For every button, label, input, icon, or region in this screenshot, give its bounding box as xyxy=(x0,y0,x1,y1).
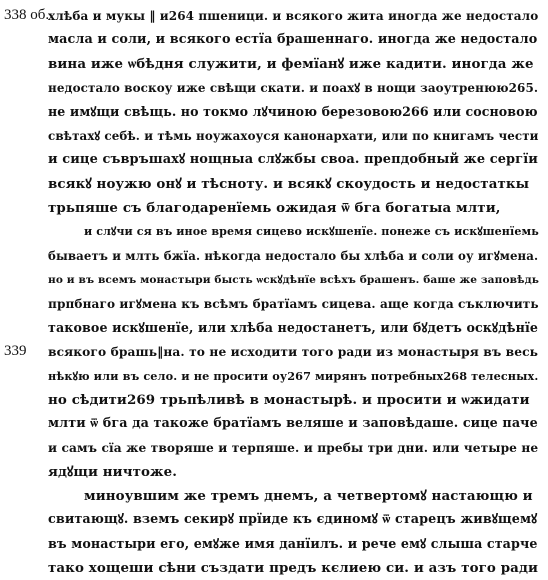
text-line: миноувшим же тремъ днемъ, а четвертомꙋ настающю и xyxy=(84,488,533,504)
text-line: млти ѿ бга да такоже братїамъ веляше и заповѣдаше. сице паче xyxy=(48,416,538,431)
text-line: трьпяше съ благодаренїемь ожидая ѿ бга богатыа млти, xyxy=(48,200,501,216)
text-line: бываетъ и млть бжїа. нѣкогда недостало бы хлѣба и соли оу игꙋмена. xyxy=(48,249,539,263)
text-line: тако хощеши сѣни създати предъ кєлиею си. и азъ того ради xyxy=(48,560,539,576)
text-line: но сѣдити269 трьпѣливѣ в монастырѣ. и просити и ѡжидати xyxy=(48,392,530,408)
text-line: въ монастыри его, емꙋже имя данїилъ. и рече емꙋ слыша старче xyxy=(48,536,538,551)
folio-label-339: 339 xyxy=(4,343,27,359)
text-line: но и въ всемъ монастыри бысть ѡскꙋдѣнїе всѣхъ брашенъ. баше же заповѣдь xyxy=(48,274,540,286)
text-line: не имꙋщи свѣщь. но токмо лꙋчиною березовою266 или сосновою xyxy=(48,104,538,119)
text-line: и самъ сїа же творяше и терпяше. и пребы три дни. или четыре не xyxy=(48,441,539,455)
folio-label-338-verso: 338 об. xyxy=(4,7,50,23)
text-line: недостало воскоу иже свѣщи скати. и поахꙋ в нощи заоутренюю265. xyxy=(48,81,539,95)
text-line: вина иже ѡбѣдня служити, и фемїанꙋ иже кадити. иногда же xyxy=(48,56,534,72)
text-line: свѣтахꙋ себѣ. и тѣмь ноужахоуся канонархати, или по книгамъ чести xyxy=(48,129,539,143)
text-line: и слꙋчи ся въ иное время сицево искꙋшенїе. понеже съ искꙋшенїемь xyxy=(84,225,539,238)
text-line: ядꙋщи ничтоже. xyxy=(48,464,178,480)
text-line: и сице съвръшахꙋ нощныа слꙋжбы своа. препдобный же сергїи xyxy=(48,152,538,167)
text-line: нѣкꙋю или въ село. и не просити оу267 мирянъ потребных268 телесных. xyxy=(48,369,539,383)
text-line: всякꙋ ноужю онꙋ и тѣсноту. и всякꙋ скоудость и недостаткы xyxy=(48,176,530,192)
text-line: всякого брашь‖на. то не исходити того ради из монастыря въ весь xyxy=(48,345,539,359)
text-line: свитающꙋ. вземъ секирꙋ прїиде къ єдиномꙋ ѿ старецъ живꙋщемꙋ xyxy=(48,512,538,527)
text-line: хлѣба и мукы ‖ и264 пшеници. и всякого жита иногда же недостало xyxy=(48,9,539,23)
text-line: прпбнаго игꙋмена къ всѣмъ братїамъ сицева. аще когда съключить xyxy=(48,297,539,311)
text-line: таковое искꙋшенїе, или хлѣба недостанетъ, или бꙋдетъ оскꙋдѣнїе xyxy=(48,320,539,335)
text-line: масла и соли, и всякого естїа брашеннаго. иногда же недостало xyxy=(48,32,538,47)
